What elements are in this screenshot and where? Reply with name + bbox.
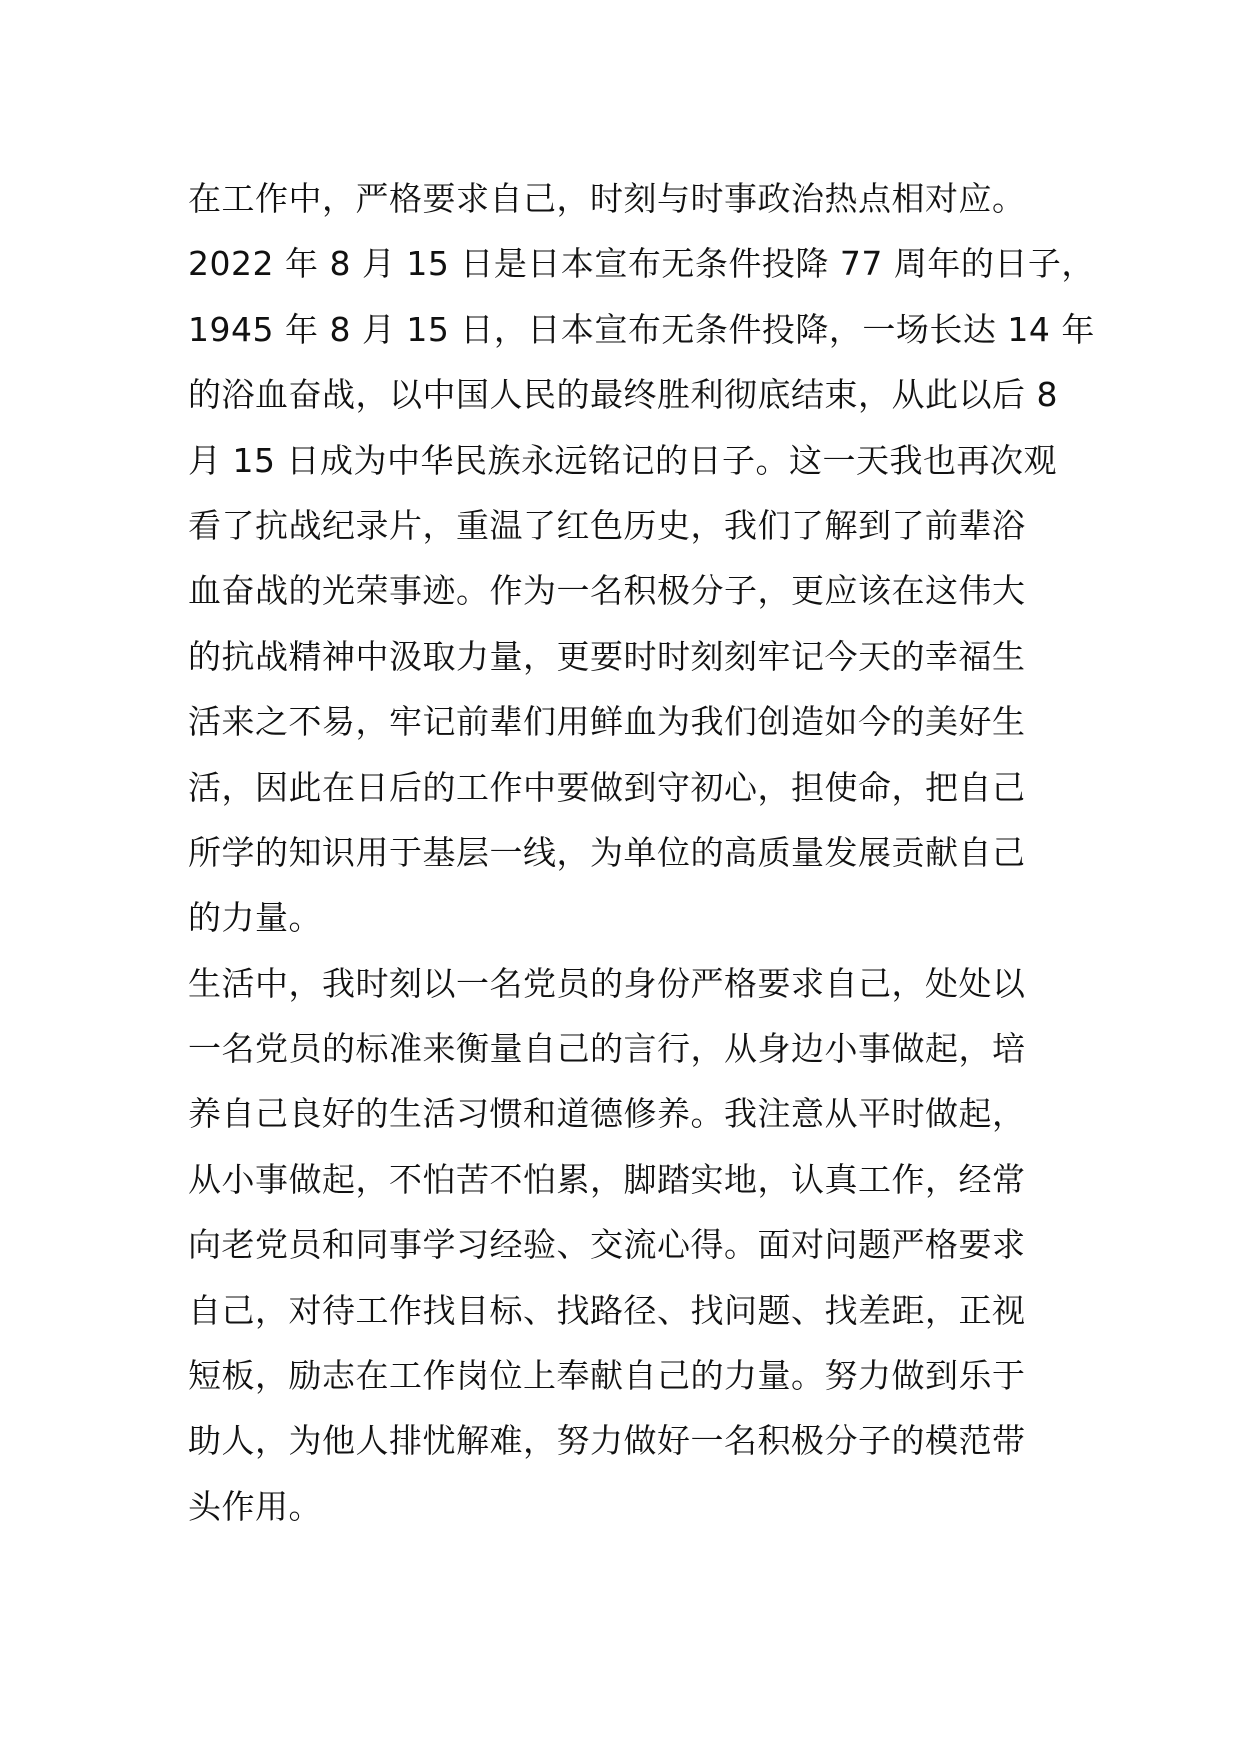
text-line: 养自己良好的生活习惯和道德修养。我注意从平时做起， xyxy=(188,1094,1026,1134)
text-line: 的浴血奋战，以中国人民的最终胜利彻底结束，从此以后 8 xyxy=(188,375,1058,415)
text-line: 所学的知识用于基层一线，为单位的高质量发展贡献自己 xyxy=(188,832,1026,872)
text-line: 助人，为他人排忧解难，努力做好一名积极分子的模范带 xyxy=(188,1421,1026,1461)
text-line: 生活中，我时刻以一名党员的身份严格要求自己，处处以 xyxy=(188,963,1026,1003)
paragraph-life xyxy=(188,951,1088,1540)
text-line: 看了抗战纪录片，重温了红色历史，我们了解到了前辈浴 xyxy=(188,505,1026,545)
text-line: 的力量。 xyxy=(188,898,322,938)
text-line: 从小事做起，不怕苦不怕累，脚踏实地，认真工作，经常 xyxy=(188,1159,1026,1199)
text-line: 1945 年 8 月 15 日，日本宣布无条件投降，一场长达 14 年 xyxy=(188,309,1095,349)
text-line: 的抗战精神中汲取力量，更要时时刻刻牢记今天的幸福生 xyxy=(188,636,1026,676)
text-line: 自己，对待工作找目标、找路径、找问题、找差距，正视 xyxy=(188,1290,1026,1330)
document-body xyxy=(188,166,1095,1539)
text-line: 向老党员和同事学习经验、交流心得。面对问题严格要求 xyxy=(188,1225,1026,1265)
text-line: 一名党员的标准来衡量自己的言行，从身边小事做起，培 xyxy=(188,1029,1026,1069)
text-line: 血奋战的光荣事迹。作为一名积极分子，更应该在这伟大 xyxy=(188,571,1026,611)
text-line: 活来之不易，牢记前辈们用鲜血为我们创造如今的美好生 xyxy=(188,702,1026,742)
text-line: 2022 年 8 月 15 日是日本宣布无条件投降 77 周年的日子， xyxy=(188,244,1095,284)
text-line: 在工作中，严格要求自己，时刻与时事政治热点相对应。 xyxy=(188,179,1026,218)
text-line: 短板，励志在工作岗位上奉献自己的力量。努力做到乐于 xyxy=(188,1356,1026,1396)
paragraph-work xyxy=(188,166,1095,951)
text-line: 活，因此在日后的工作中要做到守初心，担使命，把自己 xyxy=(188,767,1026,807)
text-line: 头作用。 xyxy=(188,1486,322,1526)
text-line: 月 15 日成为中华民族永远铭记的日子。这一天我也再次观 xyxy=(188,440,1057,480)
